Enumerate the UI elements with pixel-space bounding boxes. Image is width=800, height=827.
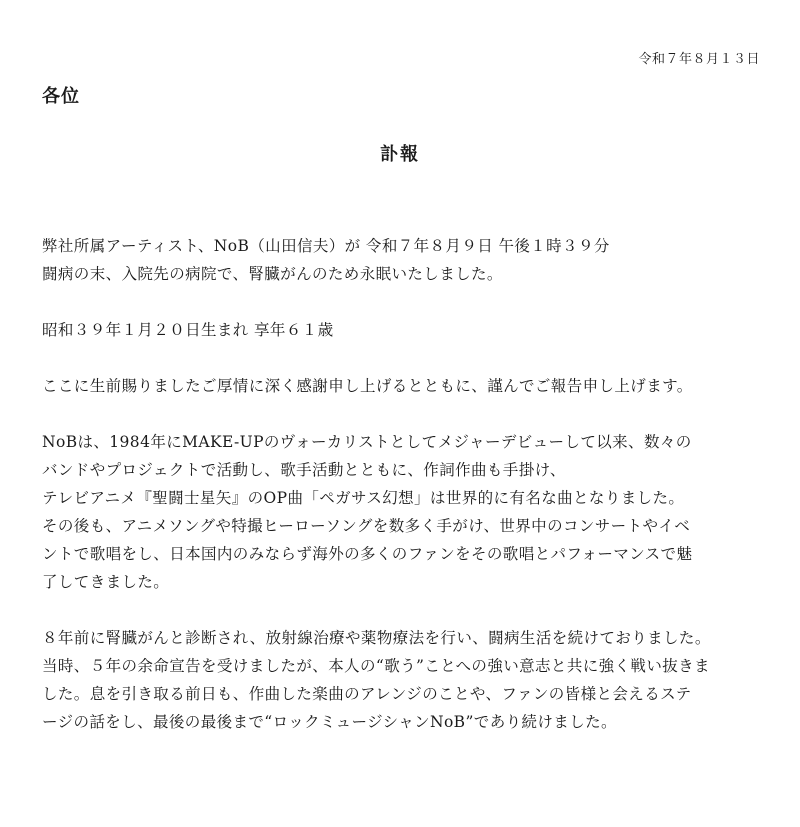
paragraph-gratitude xyxy=(42,372,770,400)
document-body xyxy=(42,232,770,764)
paragraph-line: テレビアニメ『聖闘士星矢』のOP曲「ペガサス幻想」は世界的に有名な曲となりました。 xyxy=(42,489,685,507)
paragraph-line: 弊社所属アーティスト、NoB（山田信夫）が 令和７年８月９日 午後１時３９分 xyxy=(42,237,610,255)
paragraph-line: 了してきました。 xyxy=(42,573,170,591)
paragraph-career xyxy=(42,428,770,596)
paragraph-line: ８年前に腎臓がんと診断され、放射線治療や薬物療法を行い、闘病生活を続けておりました。 xyxy=(42,629,711,647)
paragraph-line: バンドやプロジェクトで活動し、歌手活動とともに、作詞作曲も手掛け、 xyxy=(42,461,566,479)
paragraph-line: その後も、アニメソングや特撮ヒーローソングを数多く手がけ、世界中のコンサートやイベ xyxy=(42,517,691,535)
paragraph-line: 昭和３９年１月２０日生まれ 享年６１歳 xyxy=(42,321,334,339)
paragraph-line: ージの話をし、最後の最後まで“ロックミュージシャンNoB”であり続けました。 xyxy=(42,713,617,731)
paragraph-line: 当時、５年の余命宣告を受けましたが、本人の“歌う”ことへの強い意志と共に強く戦い抜きま xyxy=(42,657,710,675)
paragraph-line: 闘病の末、入院先の病院で、腎臓がんのため永眠いたしました。 xyxy=(42,265,503,283)
paragraph-line: NoBは、1984年にMAKE-UPのヴォーカリストとしてメジャーデビューして以来、数々の xyxy=(42,433,692,451)
paragraph-birth xyxy=(42,316,770,344)
document-date: 令和７年８月１３日 xyxy=(638,52,760,67)
salutation: 各位 xyxy=(42,86,80,107)
paragraph-line: ここに生前賜りましたご厚情に深く感謝申し上げるとともに、謹んでご報告申し上げます。 xyxy=(42,377,693,395)
paragraph-line: ントで歌唱をし、日本国内のみならず海外の多くのファンをその歌唱とパフォーマンスで魅 xyxy=(42,545,693,563)
paragraph-illness xyxy=(42,624,770,736)
paragraph-announcement xyxy=(42,232,770,288)
paragraph-line: した。息を引き取る前日も、作曲した楽曲のアレンジのことや、ファンの皆様と会えるステ xyxy=(42,685,692,703)
document-title: 訃報 xyxy=(380,144,420,165)
